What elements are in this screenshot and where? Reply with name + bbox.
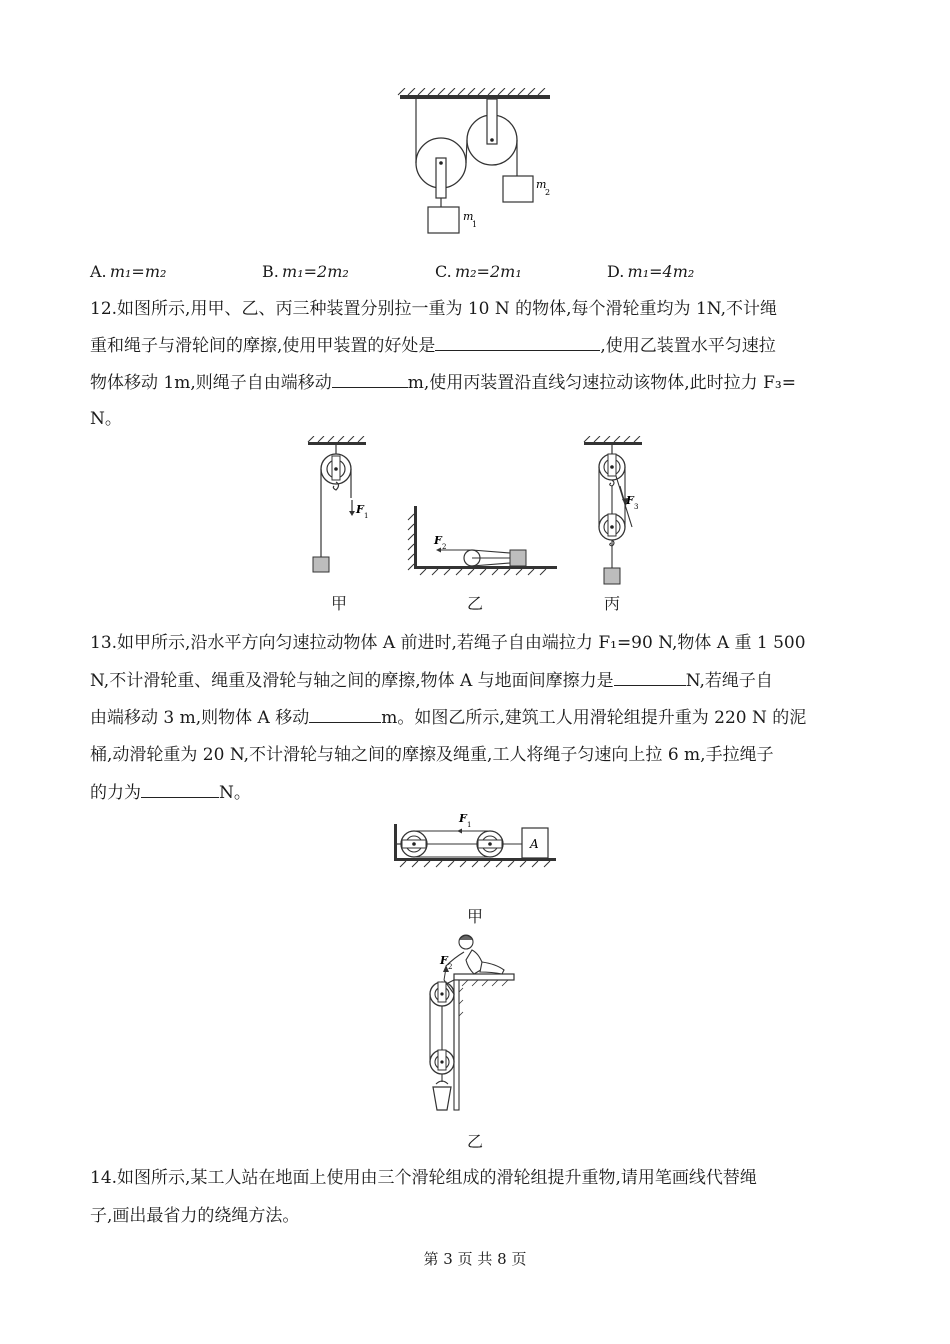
q14-line-1: 14.如图所示,某工人站在地面上使用由三个滑轮组成的滑轮组提升重物,请用笔画线代替绳: [90, 1168, 757, 1188]
page-footer: 第 3 页 共 8 页: [423, 1250, 527, 1268]
option-b-text: m₁=2m₂: [282, 262, 349, 281]
q12-figure-jia: [304, 436, 374, 576]
q12-line-1: 12.如图所示,用甲、乙、丙三种装置分别拉一重为 10 N 的物体,每个滑轮重均为 1N,不计绳: [90, 299, 777, 319]
q13-text-2a: N,不计滑轮重、绳重及滑轮与轴之间的摩擦,物体 A 与地面间摩擦力是: [90, 671, 614, 691]
q11-pulley-figure: [395, 88, 555, 240]
option-c-letter: C.: [435, 262, 452, 281]
q12-caption-yi: 乙: [467, 594, 484, 613]
option-b-letter: B.: [262, 262, 279, 281]
q13-blank-2[interactable]: [309, 706, 381, 723]
label-f1-q13-sub: 1: [467, 821, 472, 829]
q13-figure-jia: [392, 808, 560, 870]
label-f2-yi-sub: 2: [442, 543, 447, 551]
q12-caption-bing: 丙: [604, 594, 621, 613]
q12-line-3: [90, 371, 796, 394]
option-d-text: m₁=4m₂: [627, 262, 695, 281]
label-f1-jia: F: [356, 503, 364, 516]
q13-line-2: [90, 669, 773, 692]
label-f3-bing-sub: 3: [634, 503, 639, 511]
option-c[interactable]: [435, 262, 522, 281]
q12-text-3a: 物体移动 1m,则绳子自由端移动: [90, 373, 332, 393]
option-a-text: m₁=m₂: [109, 262, 167, 281]
label-f2-yi: F: [434, 534, 442, 547]
q13-text-5b: N。: [219, 783, 251, 803]
q12-text-3b: m,使用丙装置沿直线匀速拉动该物体,此时拉力 F₃=: [407, 373, 796, 393]
q12-figure-yi: [404, 506, 560, 576]
option-a[interactable]: [90, 262, 166, 281]
option-b[interactable]: [262, 262, 349, 281]
label-f2-q13: F: [440, 954, 448, 967]
label-m1-sub: 1: [472, 220, 478, 229]
q13-line-4: 桶,动滑轮重为 20 N,不计滑轮与轴之间的摩擦及绳重,工人将绳子匀速向上拉 6 m,手拉绳子: [90, 745, 774, 765]
q12-line-4: N。: [90, 409, 122, 429]
label-f3-bing: F: [626, 494, 634, 507]
q13-line-1: 13.如甲所示,沿水平方向匀速拉动物体 A 前进时,若绳子自由端拉力 F₁=90 N,物体 A 重 1 500: [90, 633, 806, 653]
label-m2-sub: 2: [545, 188, 551, 197]
q12-text-2a: 重和绳子与滑轮间的摩擦,使用甲装置的好处是: [90, 336, 436, 356]
option-a-letter: A.: [90, 262, 107, 281]
q12-blank-1[interactable]: [435, 334, 600, 351]
q13-text-3b: m。如图乙所示,建筑工人用滑轮组提升重为 220 N 的泥: [381, 708, 807, 728]
q13-text-2b: N,若绳子自: [685, 671, 773, 691]
q13-line-5: [90, 781, 251, 804]
q13-line-3: [90, 706, 806, 729]
q12-caption-jia: 甲: [331, 594, 348, 613]
label-a: A: [530, 837, 539, 851]
q13-caption-jia: 甲: [467, 907, 484, 926]
q13-text-5a: 的力为: [90, 783, 141, 803]
option-c-text: m₂=2m₁: [454, 262, 522, 281]
option-d-letter: D.: [607, 262, 625, 281]
label-f1-q13: F: [459, 812, 467, 825]
label-m1: m: [463, 210, 474, 223]
option-d[interactable]: [607, 262, 694, 281]
q13-caption-yi: 乙: [467, 1132, 484, 1151]
label-m2: m: [536, 178, 547, 191]
q12-blank-2[interactable]: [332, 371, 408, 388]
q13-blank-3[interactable]: [141, 781, 219, 798]
label-f1-jia-sub: 1: [364, 512, 369, 520]
q13-blank-1[interactable]: [614, 669, 686, 686]
q13-text-3a: 由端移动 3 m,则物体 A 移动: [90, 708, 310, 728]
q14-line-2: 子,画出最省力的绕绳方法。: [90, 1206, 300, 1226]
q12-text-2b: ,使用乙装置水平匀速拉: [600, 336, 776, 356]
q12-line-2: [90, 334, 776, 357]
q13-figure-yi: [422, 932, 522, 1118]
q12-figure-bing: [578, 436, 648, 588]
label-f2-q13-sub: 2: [448, 963, 453, 971]
